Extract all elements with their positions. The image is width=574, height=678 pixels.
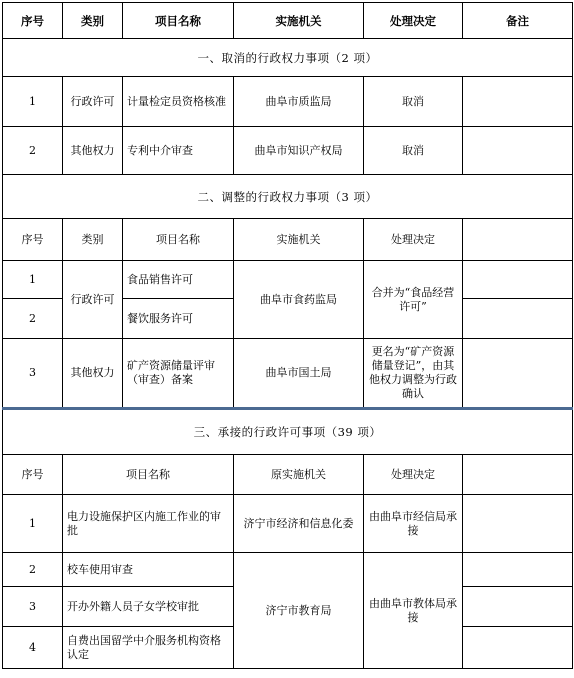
row-remark bbox=[463, 495, 573, 553]
row-agency: 济宁市教育局 bbox=[234, 553, 364, 669]
table-row bbox=[3, 495, 573, 553]
header-decision: 处理决定 bbox=[364, 455, 463, 495]
row-agency: 曲阜市知识产权局 bbox=[234, 127, 364, 175]
table-row bbox=[3, 127, 573, 175]
row-remark bbox=[463, 587, 573, 627]
row-item-name: 矿产资源储量评审（审查）备案 bbox=[123, 339, 234, 409]
row-remark bbox=[463, 553, 573, 587]
row-agency: 曲阜市食药监局 bbox=[234, 261, 364, 339]
row-seq: 2 bbox=[3, 553, 63, 587]
row-remark bbox=[463, 299, 573, 339]
row-seq: 2 bbox=[3, 127, 63, 175]
row-seq: 4 bbox=[3, 627, 63, 669]
header-remark: 备注 bbox=[463, 3, 573, 39]
header-decision: 处理决定 bbox=[364, 3, 463, 39]
row-agency: 济宁市经济和信息化委 bbox=[234, 495, 364, 553]
header-item-name: 项目名称 bbox=[123, 3, 234, 39]
row-remark bbox=[463, 77, 573, 127]
header-agency: 实施机关 bbox=[234, 219, 364, 261]
header-item-name: 项目名称 bbox=[63, 455, 234, 495]
header-item-name: 项目名称 bbox=[123, 219, 234, 261]
row-item-name: 计量检定员资格核准 bbox=[123, 77, 234, 127]
section-title-row bbox=[3, 39, 573, 77]
row-item-name: 食品销售许可 bbox=[123, 261, 234, 299]
header-seq: 序号 bbox=[3, 219, 63, 261]
section-3-title: 三、承接的行政许可事项（39 项） bbox=[3, 409, 573, 455]
section-2-title: 二、调整的行政权力事项（3 项） bbox=[3, 175, 573, 219]
section-1-title: 一、取消的行政权力事项（2 项） bbox=[3, 39, 573, 77]
row-decision: 取消 bbox=[364, 77, 463, 127]
header-category: 类别 bbox=[63, 219, 123, 261]
row-category: 其他权力 bbox=[63, 339, 123, 409]
row-seq: 1 bbox=[3, 77, 63, 127]
row-item-name: 开办外籍人员子女学校审批 bbox=[63, 587, 234, 627]
table-row bbox=[3, 339, 573, 409]
row-decision: 合并为“食品经营许可” bbox=[364, 261, 463, 339]
row-seq: 3 bbox=[3, 339, 63, 409]
row-item-name: 电力设施保护区内施工作业的审批 bbox=[63, 495, 234, 553]
row-seq: 1 bbox=[3, 261, 63, 299]
header-seq: 序号 bbox=[3, 455, 63, 495]
row-decision: 由曲阜市经信局承接 bbox=[364, 495, 463, 553]
table-row bbox=[3, 261, 573, 299]
row-remark bbox=[463, 261, 573, 299]
row-decision: 由曲阜市教体局承接 bbox=[364, 553, 463, 669]
header-category: 类别 bbox=[63, 3, 123, 39]
header-remark bbox=[463, 219, 573, 261]
row-category: 其他权力 bbox=[63, 127, 123, 175]
row-decision: 更名为“矿产资源储量登记”，由其他权力调整为行政确认 bbox=[364, 339, 463, 409]
row-item-name: 自费出国留学中介服务机构资格认定 bbox=[63, 627, 234, 669]
row-category: 行政许可 bbox=[63, 77, 123, 127]
table-header-row bbox=[3, 3, 573, 39]
administrative-power-table bbox=[2, 2, 573, 669]
header-agency: 原实施机关 bbox=[234, 455, 364, 495]
row-seq: 2 bbox=[3, 299, 63, 339]
row-category: 行政许可 bbox=[63, 261, 123, 339]
header-decision: 处理决定 bbox=[364, 219, 463, 261]
section-header-row bbox=[3, 219, 573, 261]
header-agency: 实施机关 bbox=[234, 3, 364, 39]
row-agency: 曲阜市质监局 bbox=[234, 77, 364, 127]
header-seq: 序号 bbox=[3, 3, 63, 39]
row-item-name: 校车使用审查 bbox=[63, 553, 234, 587]
table-row bbox=[3, 77, 573, 127]
row-agency: 曲阜市国土局 bbox=[234, 339, 364, 409]
row-seq: 1 bbox=[3, 495, 63, 553]
section-header-row bbox=[3, 455, 573, 495]
row-remark bbox=[463, 339, 573, 409]
header-remark bbox=[463, 455, 573, 495]
section-title-row bbox=[3, 175, 573, 219]
row-item-name: 餐饮服务许可 bbox=[123, 299, 234, 339]
table-row bbox=[3, 553, 573, 587]
row-item-name: 专利中介审查 bbox=[123, 127, 234, 175]
section-title-row bbox=[3, 409, 573, 455]
row-seq: 3 bbox=[3, 587, 63, 627]
row-remark bbox=[463, 627, 573, 669]
row-decision: 取消 bbox=[364, 127, 463, 175]
row-remark bbox=[463, 127, 573, 175]
